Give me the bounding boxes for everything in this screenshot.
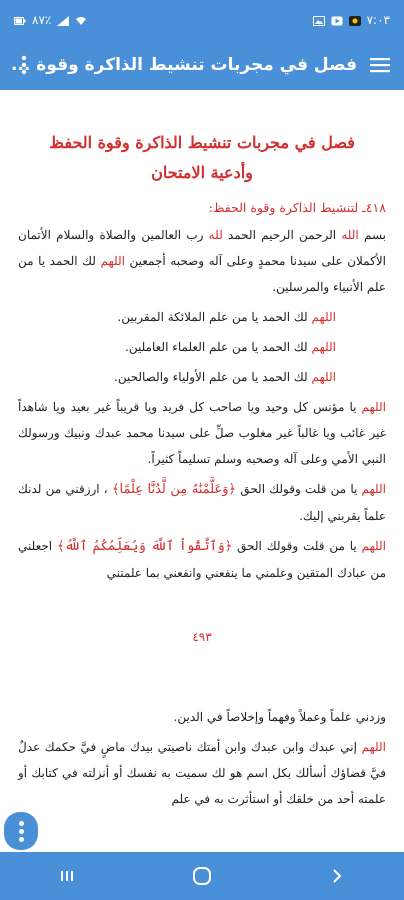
paragraph-3 (18, 476, 386, 529)
highlight-span: اللهم (100, 254, 125, 268)
text-span: لك الحمد يا من علم الملائكة المقربين. (117, 310, 312, 324)
reader-content[interactable] (0, 90, 404, 852)
play-icon (331, 15, 343, 25)
more-vertical-icon (19, 821, 24, 826)
paragraph-2 (18, 394, 386, 472)
home-icon (192, 866, 212, 886)
battery-percent: ٨٧٪ (32, 13, 52, 27)
more-vertical-icon (19, 829, 24, 834)
more-vertical-icon (19, 837, 24, 842)
clock-time: ٧:٠٣ (366, 13, 390, 27)
highlight-span: اللهم (311, 370, 336, 384)
line-3 (18, 364, 386, 390)
nav-recents-button[interactable] (47, 856, 87, 896)
text-span: ، ارزقني من لدنك علماً يقربني إليك. (18, 482, 386, 523)
status-left (14, 13, 87, 27)
highlight-span: اللهم (361, 400, 386, 414)
page-number: ٤٩٣ (192, 630, 212, 644)
paragraph-6 (18, 734, 386, 812)
section-title: ٤١٨ـ لتنشيط الذاكرة وقوة الحفظ: (208, 200, 386, 215)
notification-icon (349, 15, 361, 25)
highlight-span: لله (208, 228, 223, 242)
highlight-span: اللهم (311, 310, 336, 324)
text-span: يا من قلت وقولك الحق (236, 482, 362, 496)
text-span: لك الحمد يا من علم الأنبياء والمرسلين. (18, 254, 386, 294)
signal-icon (57, 15, 69, 25)
battery-icon (14, 15, 26, 25)
floating-options-button[interactable] (4, 812, 38, 850)
text-span: الرحمن الرحيم الحمد (222, 228, 342, 242)
text-span: إني عبدك وابن عبدك وابن أمتك ناصيتي بيدك ماضٍ فيَّ حكمك عدلٌ فيَّ قضاؤك أسألك بكل اسم هو لك سميت به نفسك أو أنزلته في كتابك أو علمته أحد من خلقك أو استأثرت به في علم (18, 740, 386, 806)
nav-back-button[interactable] (317, 856, 357, 896)
highlight-span: الله (341, 228, 359, 242)
menu-button[interactable] (368, 53, 392, 77)
back-chevron-icon (330, 868, 344, 884)
text-span: يا مؤنس كل وحيد ويا صاحب كل فريد ويا قريباً غير بعيد ويا شاهداً غير غائب ويا غالباً غير مغلوب صلِّ على سيدنا محمد عبدك ونبيك ورسولك النبي الأمي وعلى آله وصحبه وسلم تسليماً كثيراً. (18, 400, 386, 466)
line-1 (18, 304, 386, 330)
status-right (313, 13, 390, 27)
quran-verse: ﴿وَعَلَّمْنَٰهُ مِن لَّدُنَّا عِلْمًا﴾ (111, 482, 237, 497)
text-span: رب العالمين والصلاة والسلام الأتمان الأكملان على سيدنا محمدٍ وعلى آله وصحبه أجمعين (18, 228, 386, 268)
gallery-icon (313, 15, 325, 25)
paragraph-1 (18, 222, 386, 300)
nav-home-button[interactable] (182, 856, 222, 896)
paragraph-5: وزدني علماً وعملاً وفهماً وإخلاصاً في الدين. (173, 710, 386, 724)
text-span: اجعلني من عبادك المتقين وعلمني ما ينفعني وانفعني بما علمتني (18, 539, 386, 580)
text-span: بسم (358, 228, 387, 242)
paragraph-4 (18, 533, 386, 586)
highlight-span: اللهم (361, 740, 386, 754)
text-span: يا من قلت وقولك الحق (232, 539, 362, 553)
text-span: لك الحمد يا من علم العلماء العاملين. (125, 340, 312, 354)
system-nav-bar (0, 852, 404, 900)
status-bar (0, 0, 404, 40)
quran-verse: ﴿وَٱتَّقُواْ ٱللَّهَ وَيُعَلِّمُكُمُ ٱللَّهُ﴾ (56, 539, 233, 554)
recents-icon (59, 868, 75, 884)
text-span: لك الحمد يا من علم الأولياء والصالحين. (114, 370, 312, 384)
wifi-icon (75, 15, 87, 25)
app-title: فصل في مجربات تنشيط الذاكرة وقوة ... (11, 55, 357, 75)
line-2 (18, 334, 386, 360)
highlight-span: اللهم (361, 539, 387, 553)
app-bar (0, 40, 404, 90)
highlight-span: اللهم (311, 340, 336, 354)
chapter-title: فصل في مجربات تنشيط الذاكرة وقوة الحفظ وأدعية الامتحان (49, 133, 355, 182)
highlight-span: اللهم (361, 482, 387, 496)
hamburger-icon (370, 57, 390, 73)
